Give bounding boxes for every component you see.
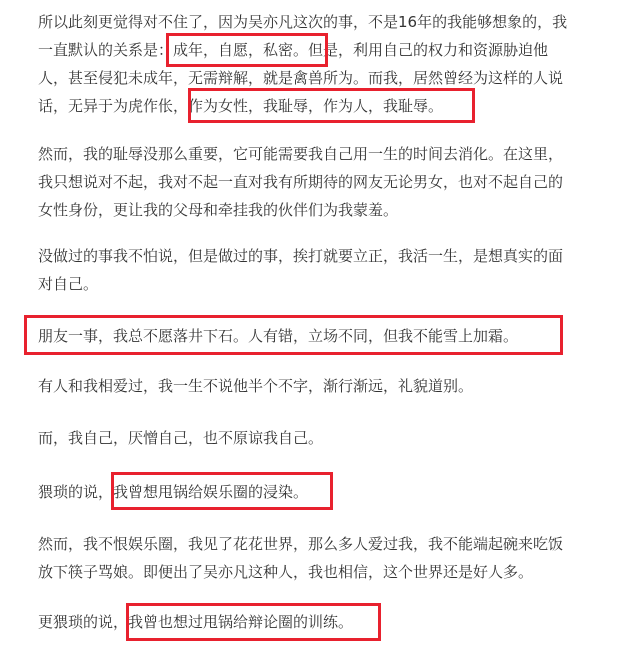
paragraph-line: 所以此刻更觉得对不住了，因为吴亦凡这次的事，不是16年的我能够想象的，我: [38, 13, 568, 31]
paragraph-line: 更猥琐的说，我曾也想过甩锅给辩论圈的训练。: [38, 613, 354, 631]
paragraph-line: 一直默认的关系是：成年，自愿，私密。但是，利用自己的权力和资源胁迫他: [38, 41, 549, 59]
paragraph-line: 没做过的事我不怕说，但是做过的事，挨打就要立正，我活一生，是想真实的面: [38, 247, 564, 265]
highlight-box: [24, 315, 563, 355]
paragraph-line: 而，我自己，厌憎自己，也不原谅我自己。: [38, 429, 324, 447]
paragraph-line: 我只想说对不起，我对不起一直对我有所期待的网友无论男女，也对不起自己的: [38, 173, 564, 191]
paragraph-line: 对自己。: [38, 275, 99, 293]
highlight-box: [166, 33, 328, 67]
paragraph-line: 女性身份，更让我的父母和牵挂我的伙伴们为我蒙羞。: [38, 201, 399, 219]
highlight-box: [188, 88, 475, 123]
paragraph-line: 朋友一事，我总不愿落井下石。人有错，立场不同，但我不能雪上加霜。: [38, 327, 519, 345]
paragraph-line: 人，甚至侵犯未成年，无需辩解，就是禽兽所为。而我，居然曾经为这样的人说: [38, 69, 564, 87]
paragraph-line: 话，无异于为虎作伥，作为女性，我耻辱，作为人，我耻辱。: [38, 97, 444, 115]
paragraph-line: 放下筷子骂娘。即便出了吴亦凡这种人，我也相信，这个世界还是好人多。: [38, 563, 534, 581]
highlight-box: [111, 472, 333, 510]
paragraph-line: 然而，我不恨娱乐圈，我见了花花世界，那么多人爱过我，我不能端起碗来吃饭: [38, 535, 564, 553]
paragraph-line: 猥琐的说，我曾想甩锅给娱乐圈的浸染。: [38, 483, 309, 501]
paragraph-line: 有人和我相爱过，我一生不说他半个不字，渐行渐远，礼貌道别。: [38, 377, 474, 395]
highlight-box: [126, 603, 381, 641]
paragraph-line: 然而，我的耻辱没那么重要，它可能需要我自己用一生的时间去消化。在这里，: [38, 145, 564, 163]
